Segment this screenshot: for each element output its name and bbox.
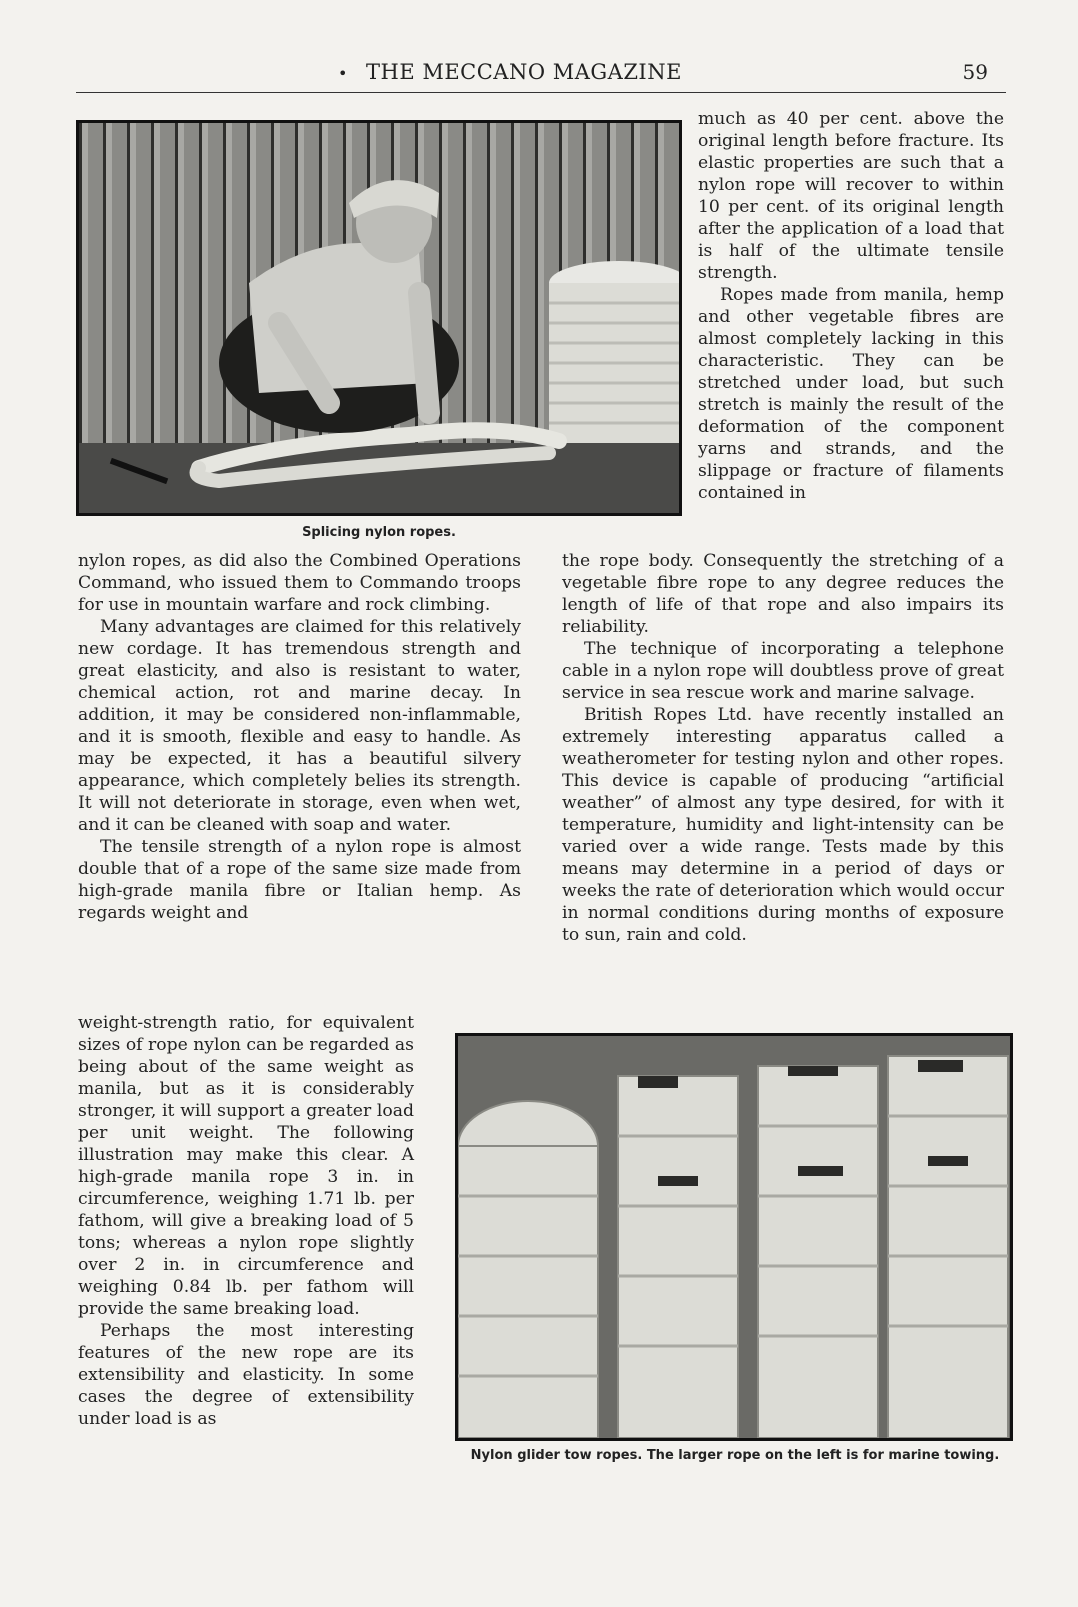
splicing-caption: Splicing nylon ropes. bbox=[302, 525, 456, 540]
paragraph: British Ropes Ltd. have recently installed an extremely interesting apparatus called a weatherometer for testing nylon and other ropes. This device is capable of producing “artificial weather” of almost any type desired, for with it temperature, humidity and light-intensity can be varied over a wide range. Tests made by this means may determine in a period of days or weeks the rate of deterioration which would occur in normal conditions during months of exposure to sun, rain and cold. bbox=[562, 705, 1004, 945]
header-dot: • bbox=[338, 64, 348, 83]
splicing-photo bbox=[76, 120, 682, 516]
paragraph: the rope body. Consequently the stretching of a vegetable fibre rope to any degree reduces the length of life of that rope and also impairs its reliability. bbox=[562, 551, 1004, 637]
column-right-top bbox=[698, 108, 1004, 504]
magazine-title: THE MECCANO MAGAZINE bbox=[366, 60, 682, 84]
glider-ropes-caption: Nylon glider tow ropes. The larger rope on the left is for marine towing. bbox=[470, 1448, 1000, 1463]
paragraph: Many advantages are claimed for this relatively new cordage. It has tremendous strength and great elasticity, and also is resistant to water, chemical action, rot and marine decay. In addition, it may be considered non-inflammable, and it is smooth, flexible and easy to handle. As may be expected, it has a beautiful silvery appearance, which completely belies its strength. It will not deteriorate in storage, even when wet, and it can be cleaned with soap and water. bbox=[78, 617, 521, 835]
column-left-bottom bbox=[78, 1012, 414, 1430]
paragraph: nylon ropes, as did also the Combined Operations Command, who issued them to Commando troops for use in mountain warfare and rock climbing. bbox=[78, 551, 521, 615]
paragraph: weight-strength ratio, for equivalent sizes of rope nylon can be regarded as being about of the same weight as manila, but as it is considerably stronger, it will support a greater load per unit weight. The following illustration may make this clear. A high-grade manila rope 3 in. in circumference, weighing 1.71 lb. per fathom, will give a breaking load of 5 tons; whereas a nylon rope slightly over 2 in. in circumference and weighing 0.84 lb. per fathom will provide the same breaking load. bbox=[78, 1013, 414, 1319]
column-right-mid bbox=[562, 550, 1004, 946]
page-header bbox=[76, 58, 1006, 93]
paragraph: Perhaps the most interesting features of the new rope are its extensibility and elasticity. In some cases the degree of extensibility under load is as bbox=[78, 1321, 414, 1429]
glider-ropes-illustration bbox=[458, 1036, 1010, 1438]
paragraph: The technique of incorporating a telephone cable in a nylon rope will doubtless prove of great service in sea rescue work and marine salvage. bbox=[562, 639, 1004, 703]
glider-ropes-photo bbox=[455, 1033, 1013, 1441]
paragraph: The tensile strength of a nylon rope is almost double that of a rope of the same size made from high-grade manila fibre or Italian hemp. As regards weight and bbox=[78, 837, 521, 923]
splicing-illustration bbox=[79, 123, 679, 513]
paragraph: Ropes made from manila, hemp and other vegetable fibres are almost completely lacking in this characteristic. They can be stretched under load, but such stretch is mainly the result of the deformation of the component yarns and strands, and the slippage or fracture of filaments contained in bbox=[698, 285, 1004, 503]
page-number: 59 bbox=[962, 60, 988, 84]
column-left-mid bbox=[78, 550, 521, 924]
paragraph: much as 40 per cent. above the original length before fracture. Its elastic properties are such that a nylon rope will recover to within 10 per cent. of its original length after the application of a load that is half of the ultimate tensile strength. bbox=[698, 109, 1004, 283]
